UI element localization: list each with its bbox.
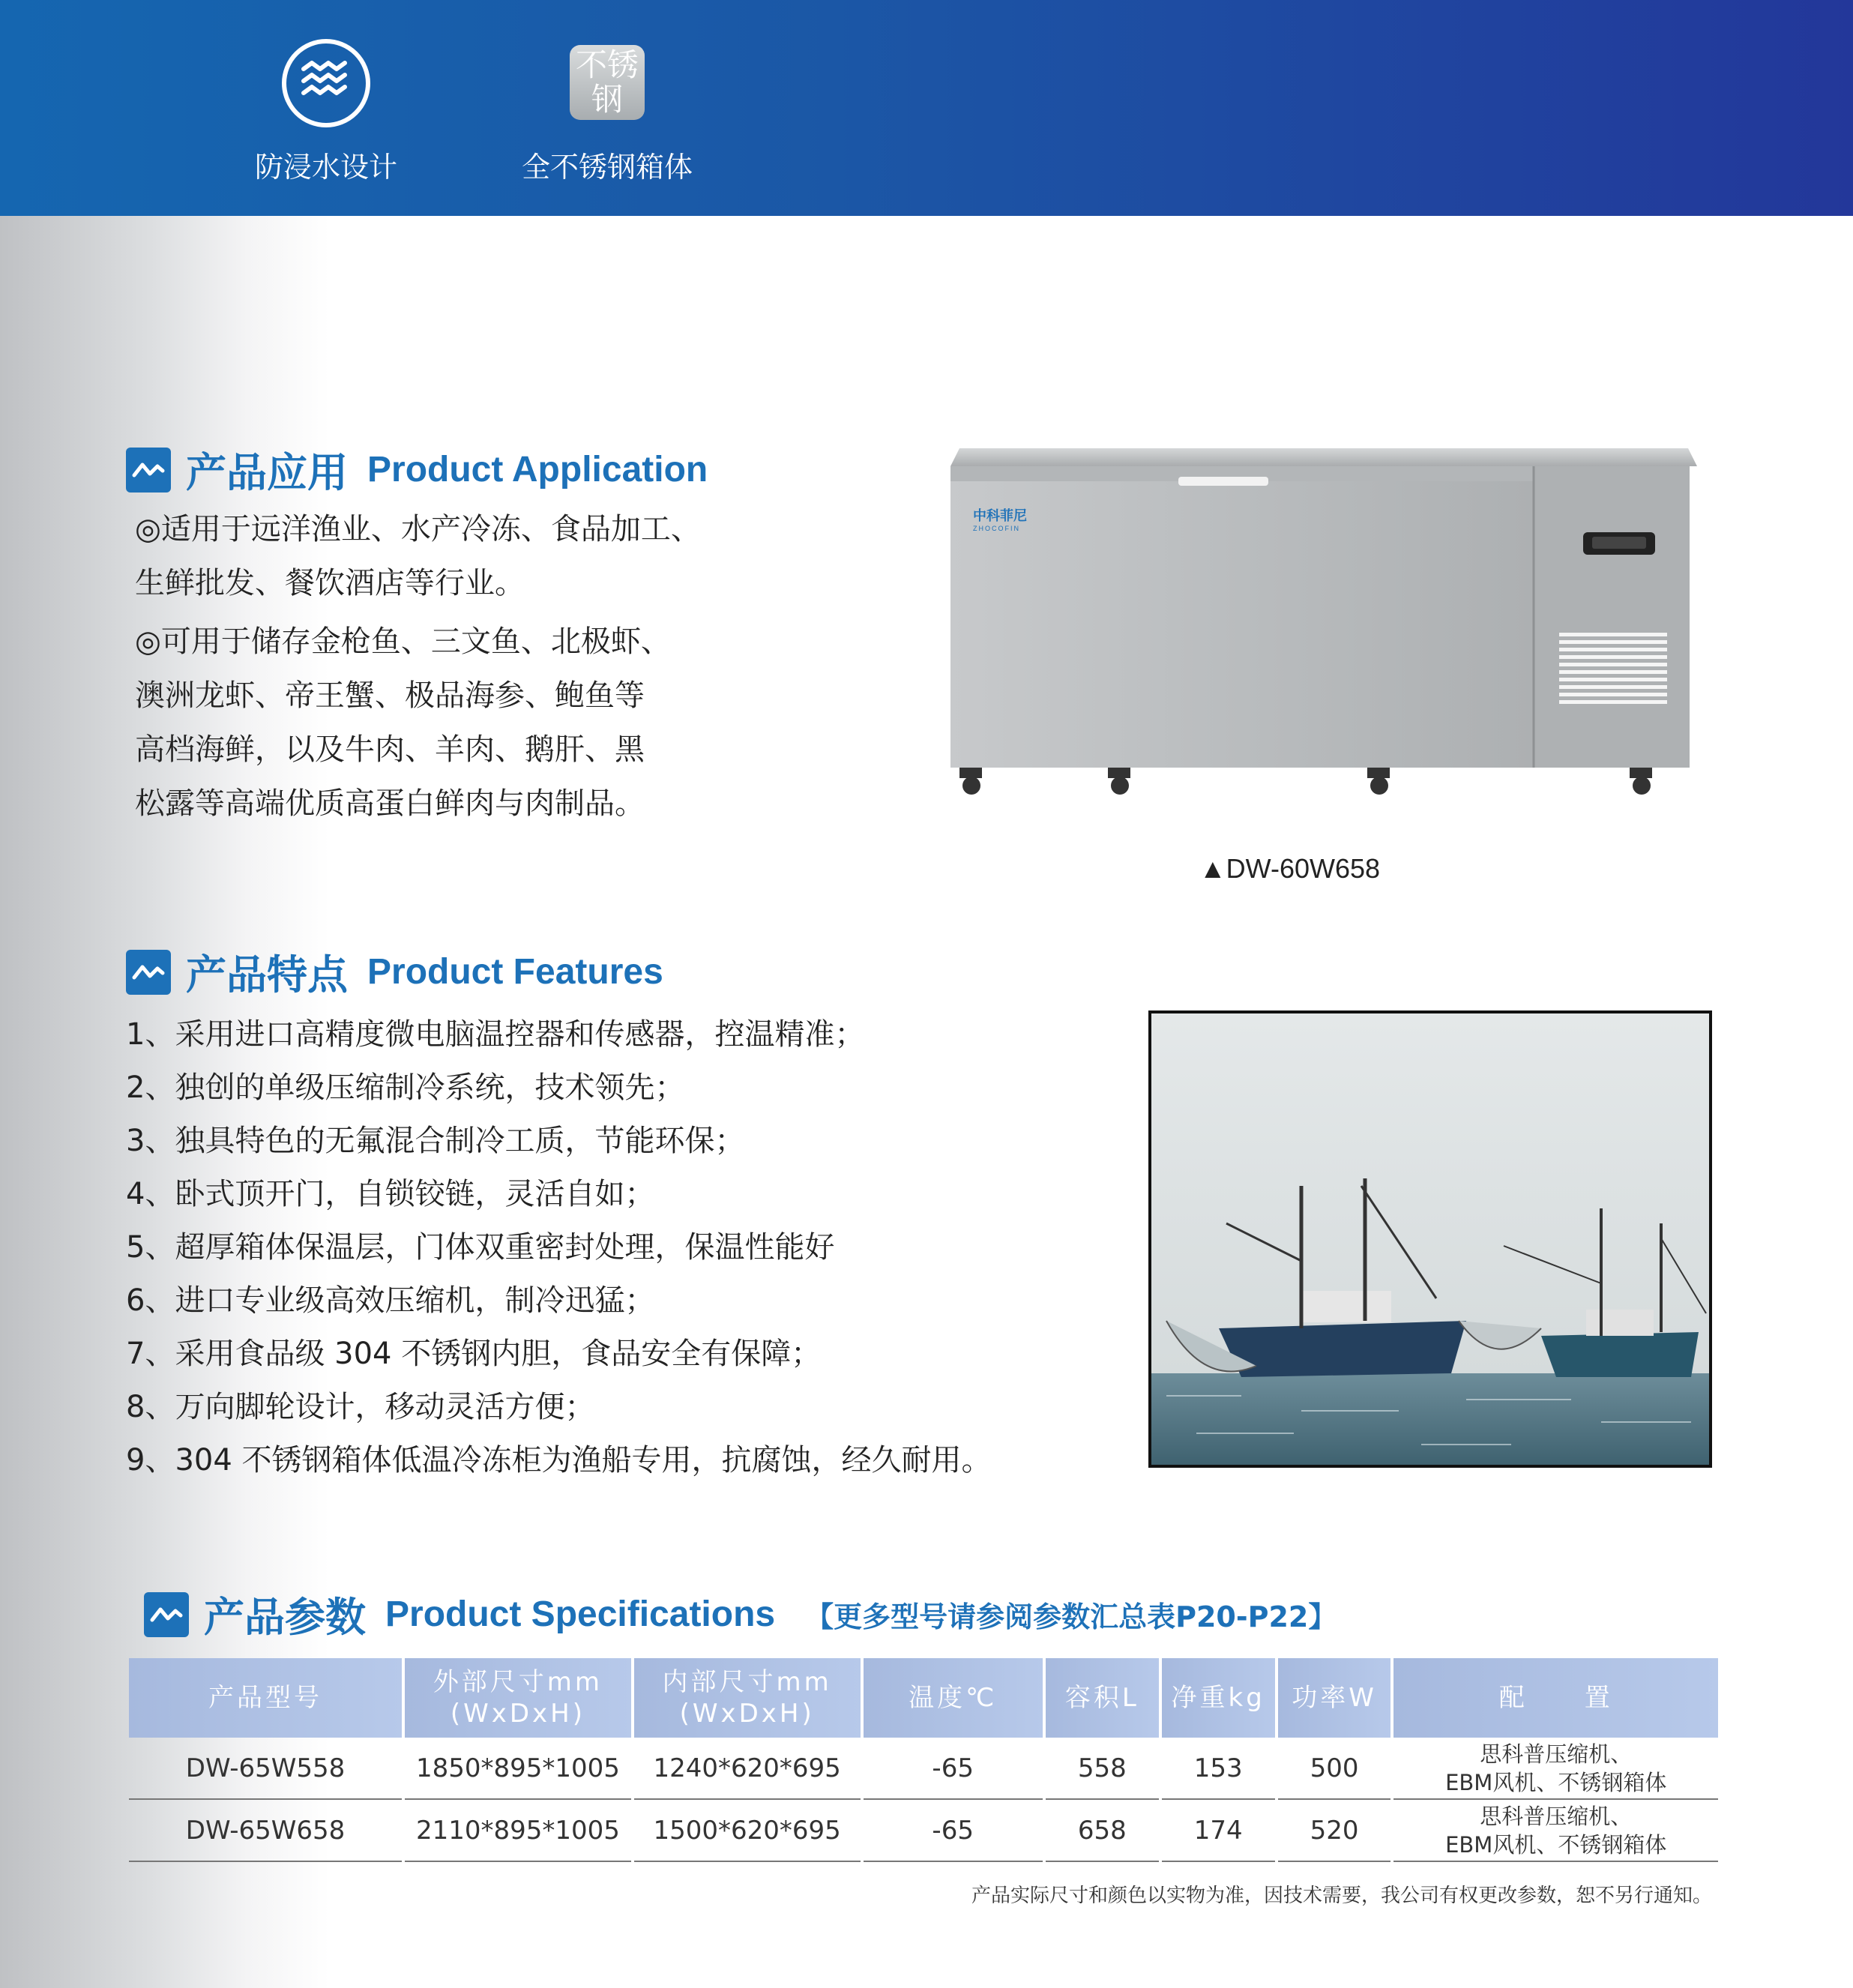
features-title-cn: 产品特点 <box>186 951 348 998</box>
cell-inner: 1240*620*695 <box>634 1738 861 1800</box>
cell-model: DW-65W658 <box>129 1800 402 1862</box>
chest-freezer-image <box>946 441 1699 801</box>
cell-power: 500 <box>1278 1738 1391 1800</box>
freezer-brand: 中科菲尼 <box>973 508 1027 524</box>
icon-text-line-2: 钢 <box>591 81 623 118</box>
specs-title-cn: 产品参数 <box>204 1594 366 1641</box>
fishing-boats-photo <box>1148 1010 1712 1468</box>
feature-item: 9、304 不锈钢箱体低温冷冻柜为渔船专用，抗腐蚀，经久耐用。 <box>126 1443 992 1478</box>
cell-power: 520 <box>1278 1800 1391 1862</box>
application-title-cn: 产品应用 <box>186 449 348 496</box>
waterproof-badge <box>229 39 424 185</box>
feature-item: 8、万向脚轮设计，移动灵活方便； <box>126 1390 595 1424</box>
cell-temp: -65 <box>864 1738 1043 1800</box>
cell-outer: 1850*895*1005 <box>405 1738 631 1800</box>
specs-title-en: Product Specifications <box>385 1594 776 1634</box>
table-header-row <box>129 1658 1718 1738</box>
application-line: ◎适用于远洋渔业、水产冷冻、食品加工、 <box>135 512 701 546</box>
cell-volume: 558 <box>1046 1738 1159 1800</box>
chart-line-icon <box>126 950 171 995</box>
specs-heading <box>144 1585 1337 1643</box>
specs-note: 【更多型号请参阅参数汇总表P20-P22】 <box>805 1600 1337 1633</box>
col-header-temp: 温度℃ <box>864 1658 1043 1738</box>
feature-item: 7、采用食品级 304 不锈钢内胆，食品安全有保障； <box>126 1337 822 1371</box>
top-banner <box>0 0 1853 216</box>
cell-config: 思科普压缩机、 EBM风机、不锈钢箱体 <box>1393 1738 1718 1800</box>
col-header-inner: 内部尺寸mm (WxDxH) <box>634 1658 861 1738</box>
col-header-weight: 净重kg <box>1162 1658 1275 1738</box>
application-text <box>135 502 701 610</box>
application-line: 高档海鲜，以及牛肉、羊肉、鹅肝、黑 <box>135 732 645 767</box>
cell-temp: -65 <box>864 1800 1043 1862</box>
badge-label: 防浸水设计 <box>254 151 397 184</box>
cell-outer: 2110*895*1005 <box>405 1800 631 1862</box>
col-header-model: 产品型号 <box>129 1658 402 1738</box>
stainless-badge <box>510 39 705 185</box>
waves-icon <box>282 39 370 127</box>
feature-item: 1、采用进口高精度微电脑温控器和传感器，控温精准； <box>126 1017 865 1052</box>
table-row <box>129 1800 1718 1862</box>
feature-item: 6、进口专业级高效压缩机，制冷迅猛； <box>126 1283 655 1318</box>
application-line: 松露等高端优质高蛋白鲜肉与肉制品。 <box>135 786 645 821</box>
application-title-en: Product Application <box>367 450 708 490</box>
feature-item: 2、独创的单级压缩制冷系统，技术领先； <box>126 1070 685 1105</box>
features-heading <box>126 943 663 1001</box>
chart-line-icon <box>144 1592 189 1637</box>
features-list <box>126 1008 992 1487</box>
cell-inner: 1500*620*695 <box>634 1800 861 1862</box>
chart-line-icon <box>126 448 171 493</box>
badge-label: 全不锈钢箱体 <box>521 151 693 184</box>
cell-model: DW-65W558 <box>129 1738 402 1800</box>
spec-table <box>126 1658 1721 1862</box>
cell-config: 思科普压缩机、 EBM风机、不锈钢箱体 <box>1393 1800 1718 1862</box>
feature-item: 5、超厚箱体保温层，门体双重密封处理，保温性能好 <box>126 1230 835 1265</box>
application-text-2 <box>135 615 671 831</box>
freezer-brand-en: ZHOCOFIN <box>973 525 1020 532</box>
table-row <box>129 1738 1718 1800</box>
col-header-config: 配 置 <box>1393 1658 1718 1738</box>
feature-item: 4、卧式顶开门，自锁铰链，灵活自如； <box>126 1177 655 1211</box>
stainless-steel-icon <box>570 45 645 120</box>
footnote: 产品实际尺寸和颜色以实物为准，因技术需要，我公司有权更改参数，恕不另行通知。 <box>971 1885 1712 1907</box>
application-line: ◎可用于储存金枪鱼、三文鱼、北极虾、 <box>135 624 671 659</box>
cell-weight: 174 <box>1162 1800 1275 1862</box>
cell-weight: 153 <box>1162 1738 1275 1800</box>
application-heading <box>126 441 708 498</box>
product-caption: ▲DW-60W658 <box>1199 853 1381 884</box>
application-line: 生鲜批发、餐饮酒店等行业。 <box>135 566 525 600</box>
features-title-en: Product Features <box>367 952 663 992</box>
col-header-volume: 容积L <box>1046 1658 1159 1738</box>
application-line: 澳洲龙虾、帝王蟹、极品海参、鲍鱼等 <box>135 678 645 713</box>
col-header-outer: 外部尺寸mm (WxDxH) <box>405 1658 631 1738</box>
cell-volume: 658 <box>1046 1800 1159 1862</box>
icon-text-line-1: 不锈 <box>575 46 639 83</box>
col-header-power: 功率W <box>1278 1658 1391 1738</box>
feature-item: 3、独具特色的无氟混合制冷工质，节能环保； <box>126 1124 745 1158</box>
